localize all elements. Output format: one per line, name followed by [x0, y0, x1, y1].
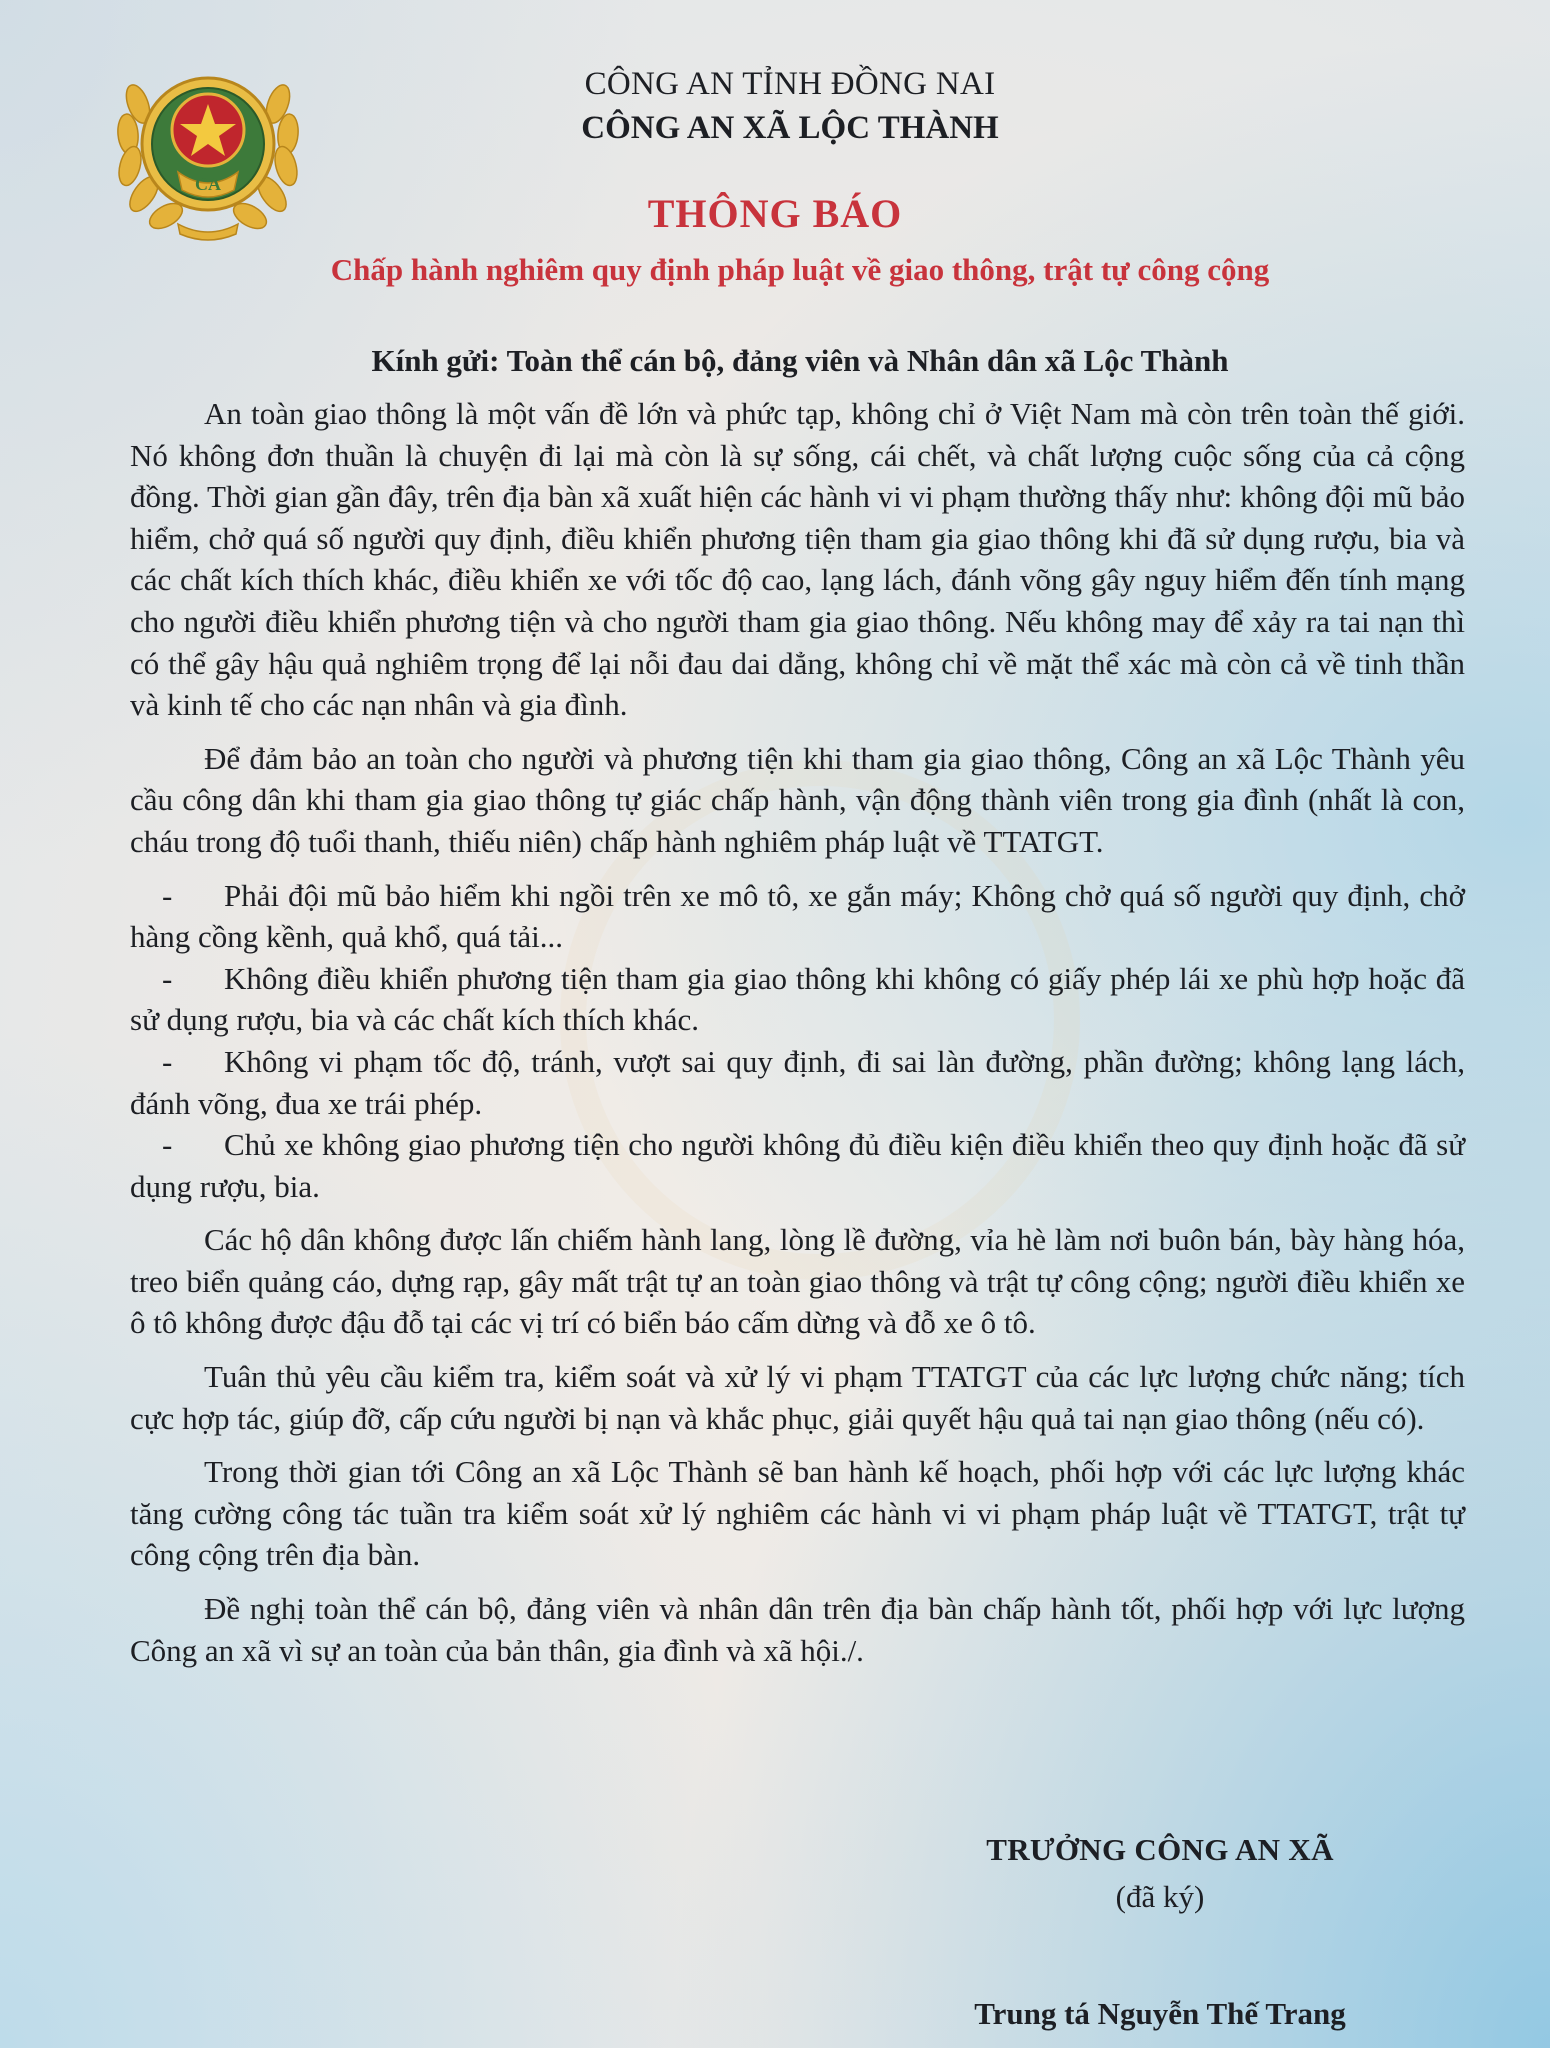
bullet-dash: - [162, 1043, 173, 1079]
notice-subtitle: Chấp hành nghiêm quy định pháp luật về giao thông, trật tự công cộng [330, 252, 1270, 287]
recipient-line: Kính gửi: Toàn thể cán bộ, đảng viên và Nhân dân xã Lộc Thành [371, 343, 1229, 378]
agency-top: CÔNG AN TỈNH ĐỒNG NAI [584, 66, 996, 102]
notice-body [130, 393, 1465, 1671]
bullet-item [130, 1124, 1465, 1207]
bullet-item [130, 1041, 1465, 1124]
bullet-item [130, 958, 1465, 1041]
bullet-dash: - [162, 960, 173, 996]
bullet-dash: - [162, 1127, 173, 1163]
bullet-item [130, 875, 1465, 958]
signature-name: Trung tá Nguyễn Thế Trang [974, 1996, 1346, 2031]
bullet-dash: - [162, 877, 173, 913]
paragraph-intro: An toàn giao thông là một vấn đề lớn và phức tạp, không chỉ ở Việt Nam mà còn trên toàn thế giới. Nó không đơn thuần là chuyện đi lại mà còn là sự sống, cái chết, và chất lượng cuộc sống của cả cộng đồng. Thời gian gần đây, trên địa bàn xã xuất hiện các hành vi vi phạm thường thấy như: không đội mũ bảo hiểm, chở quá số người quy định, điều khiển phương tiện tham gia giao thông khi đã sử dụng rượu, bia và các chất kích thích khác, điều khiển xe với tốc độ cao, lạng lách, đánh võng gây nguy hiểm đến tính mạng cho người điều khiển phương tiện và cho người tham gia giao thông. Nếu không may để xảy ra tai nạn thì có thể gây hậu quả nghiêm trọng để lại nỗi đau dai dẳng, không chỉ về mặt thể xác mà còn cả về tinh thần và kinh tế cho các nạn nhân và gia đình. [130, 396, 1465, 723]
bullet-text: Không điều khiển phương tiện tham gia giao thông khi không có giấy phép lái xe phù hợp hoặc đã sử dụng rượu, bia và các chất kích thích khác. [130, 960, 1465, 1038]
bullet-text: Không vi phạm tốc độ, tránh, vượt sai quy định, đi sai làn đường, phần đường; không lạng lách, đánh võng, đua xe trái phép. [130, 1043, 1465, 1121]
bullet-text: Phải đội mũ bảo hiểm khi ngồi trên xe mô tô, xe gắn máy; Không chở quá số người quy định, chở hàng cồng kềnh, quả khổ, quá tải... [130, 877, 1465, 955]
bullet-text: Chủ xe không giao phương tiện cho người không đủ điều kiện điều khiển theo quy định hoặc đã sử dụng rượu, bia. [130, 1127, 1465, 1204]
signature-signed: (đã ký) [1115, 1879, 1205, 1914]
agency-header [440, 62, 1140, 150]
paragraph-compliance: Tuân thủ yêu cầu kiểm tra, kiểm soát và xử lý vi phạm TTATGT của các lực lượng chức năng; tích cực hợp tác, giúp đỡ, cấp cứu người bị nạn và khắc phục, giải quyết hậu quả tai nạn giao thông (nếu có). [130, 1359, 1465, 1436]
paragraph-households: Các hộ dân không được lấn chiếm hành lang, lòng lề đường, vỉa hè làm nơi buôn bán, bày hàng hóa, treo biển quảng cáo, dựng rạp, gây mất trật tự an toàn giao thông và trật tự công cộng; người điều khiển xe ô tô không được đậu đỗ tại các vị trí có biển báo cấm dừng và đỗ xe ô tô. [130, 1222, 1465, 1341]
agency-main: CÔNG AN XÃ LỘC THÀNH [581, 110, 999, 146]
paragraph-requirements: Để đảm bảo an toàn cho người và phương tiện khi tham gia giao thông, Công an xã Lộc Thành yêu cầu công dân khi tham gia giao thông tự giác chấp hành, vận động thành viên trong gia đình (nhất là con, cháu trong độ tuổi thanh, thiếu niên) chấp hành nghiêm pháp luật về TTATGT. [130, 740, 1465, 859]
paragraph-plan: Trong thời gian tới Công an xã Lộc Thành sẽ ban hành kế hoạch, phối hợp với các lực lượng khác tăng cường công tác tuần tra kiểm soát xử lý nghiêm các hành vi vi phạm pháp luật về TTATGT, trật tự công cộng trên địa bàn. [130, 1454, 1465, 1573]
emblem-text: CA [195, 174, 221, 194]
signature-title: TRƯỞNG CÔNG AN XÃ [986, 1832, 1334, 1867]
paragraph-closing: Đề nghị toàn thể cán bộ, đảng viên và nhân dân trên địa bàn chấp hành tốt, phối hợp với lực lượng Công an xã vì sự an toàn của bản thân, gia đình và xã hội./. [130, 1591, 1465, 1668]
notice-title: THÔNG BÁO [647, 191, 903, 236]
